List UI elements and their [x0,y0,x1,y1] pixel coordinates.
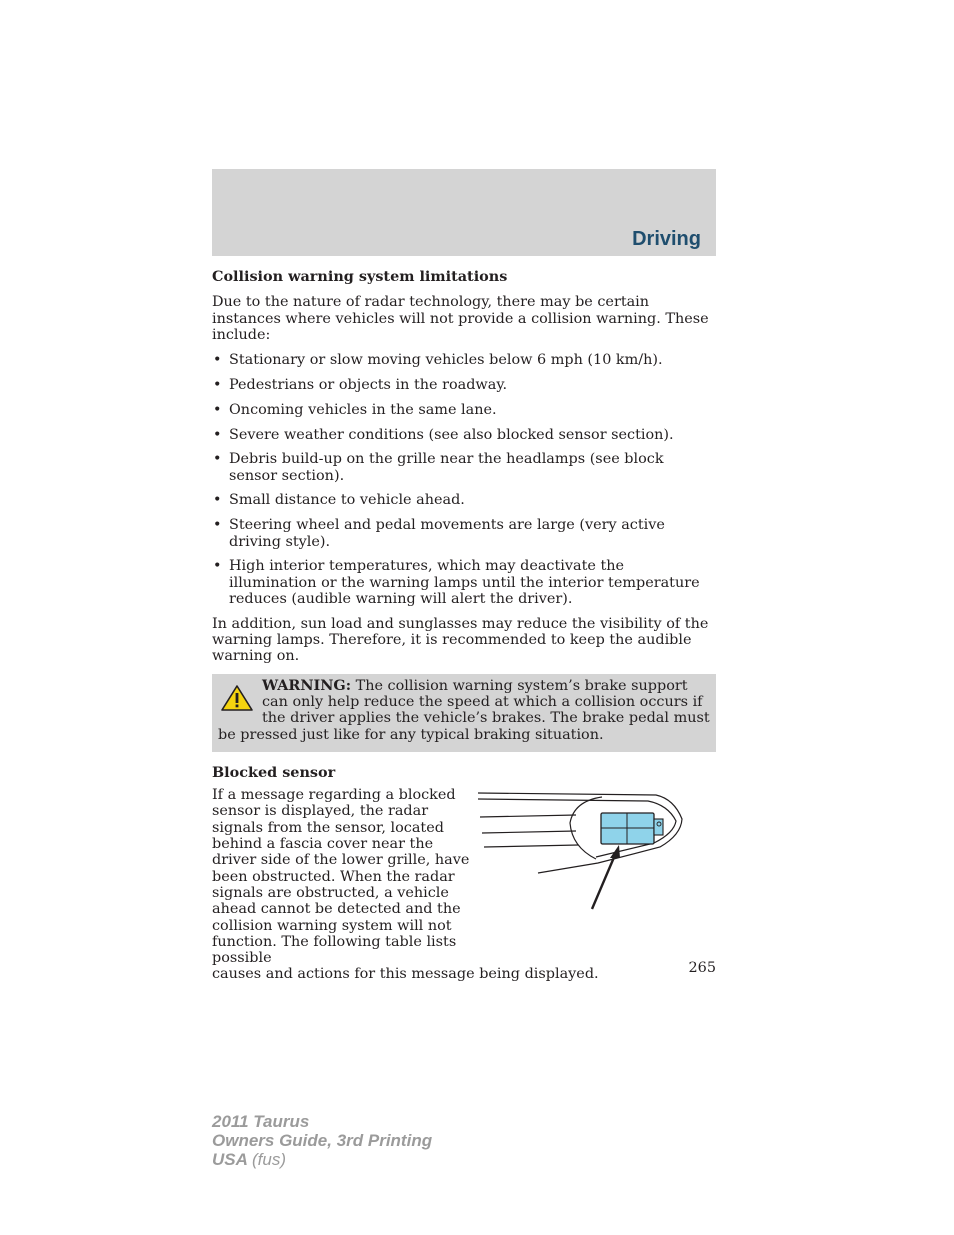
list-item: • Steering wheel and pedal movements are large (very active driving style). [212,517,716,550]
limitations-heading: Collision warning system limitations [212,268,508,285]
warning-text: The collision warning system’s brake support can only help reduce the speed at which a collision occurs if the driver applies the vehicle’s brakes. The brake pedal must be pressed just like for any typical braking situation. [218,677,710,743]
list-item: • Severe weather conditions (see also blocked sensor section). [212,427,716,443]
blocked-sensor-section [212,787,716,983]
list-item: • Stationary or slow moving vehicles below 6 mph (10 km/h). [212,352,716,368]
section-header [212,169,716,256]
document-footer [212,1112,432,1169]
page-content [212,266,716,983]
footer-market [212,1150,432,1169]
list-item: • Small distance to vehicle ahead. [212,492,716,508]
footer-market-name: USA [212,1150,248,1169]
limitations-list [212,352,716,607]
limitations-intro: Due to the nature of radar technology, there may be certain instances where vehicles will not provide a collision warning. These include: [212,294,709,343]
blocked-sensor-body: If a message regarding a blocked sensor is displayed, the radar signals from the sensor, located behind a fascia cover near the driver side of the lower grille, have been obstructed. When the radar signals are obstructed, a vehicle ahead cannot be detected and the collision warning system will not function. The following table lists possible [212,787,470,967]
warning-triangle-icon [220,684,254,712]
blocked-sensor-body-tail: causes and actions for this message being displayed. [212,966,599,983]
footer-model: 2011 Taurus [212,1112,310,1131]
sensor-location-illustration [478,785,684,917]
list-item: • High interior temperatures, which may deactivate the illumination or the warning lamps until the interior temperature reduces (audible warning will alert the driver). [212,558,716,607]
list-item: • Oncoming vehicles in the same lane. [212,402,716,418]
page-number: 265 [688,960,716,976]
list-item: • Debris build-up on the grille near the headlamps (see block sensor section). [212,451,716,484]
warning-label: WARNING: [262,676,352,694]
blocked-sensor-heading: Blocked sensor [212,763,336,781]
limitations-closing: In addition, sun load and sunglasses may reduce the visibility of the warning lamps. Therefore, it is recommended to keep the audible warning on. [212,615,709,665]
list-item: • Pedestrians or objects in the roadway. [212,377,716,393]
section-title: Driving [632,228,701,250]
footer-guide: Owners Guide, 3rd Printing [212,1131,433,1150]
footer-market-code: (fus) [252,1150,286,1169]
warning-box [212,674,716,752]
